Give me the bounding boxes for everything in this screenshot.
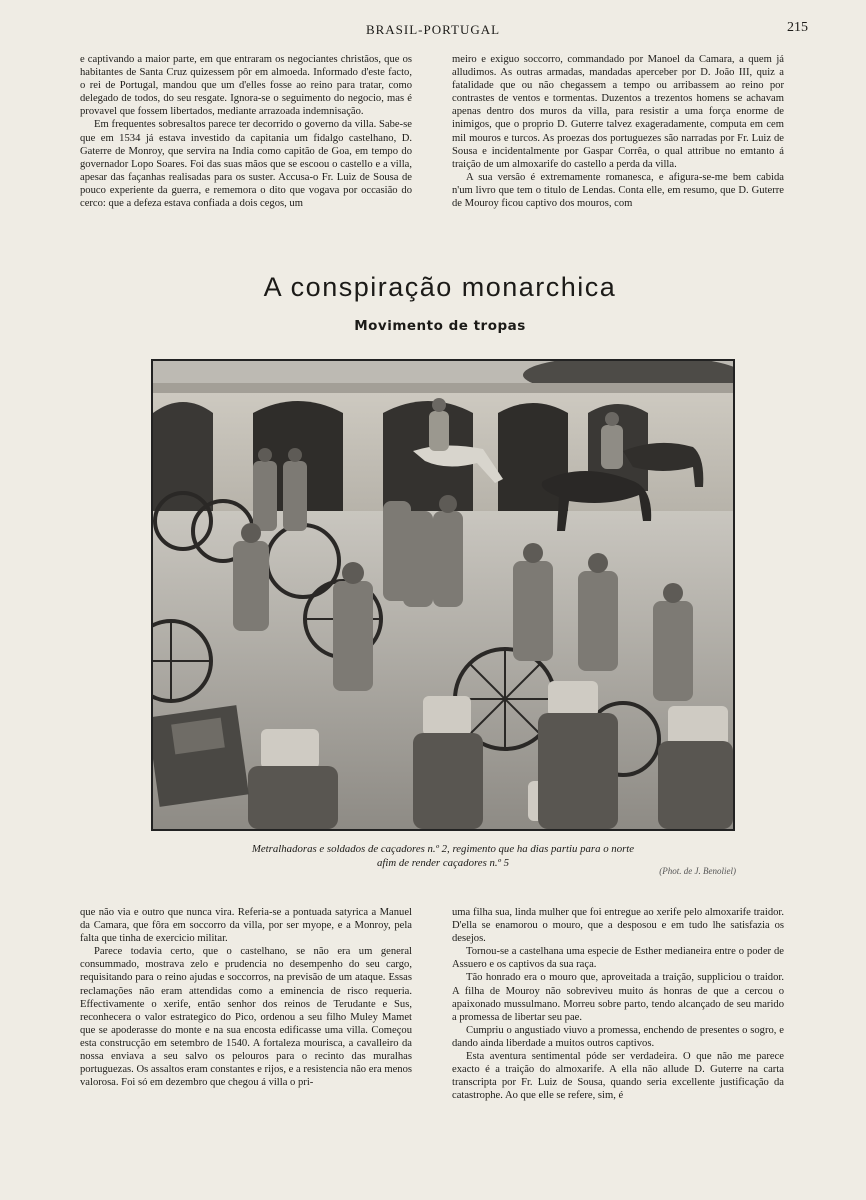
paragraph: Esta aventura sentimental póde ser verdadeira. O que não me parece exacto é a traição do almoxarife. A ella não allude D. Guterre na carta transcripta por Fr. Luiz de Sousa, quando seria excellente justificação da catastrophe. Ao que elle se refere, sim, é bbox=[452, 1051, 784, 1102]
photo-credit: (Phot. de J. Benoliel) bbox=[659, 866, 736, 876]
paragraph: e captivando a maior parte, em que entraram os negociantes christãos, que os habitantes de Santa Cruz quizessem pôr em almoeda. Informado d'este facto, o rei de Portugal, mandou que um d'elles fosse ao reino para tratar, como delegado de todos, do seu resgate. Ignora-se o seguimento do negocio, mas é provavel que fossem libertados, mediante arrazoada indemnisação. bbox=[80, 54, 412, 118]
troops-photo-illustration bbox=[153, 361, 733, 829]
paragraph: uma filha sua, linda mulher que foi entregue ao xerife pelo almoxarife traidor. D'ella se enamorou o mouro, que a desposou e em tudo lhe satisfazia os desejos. bbox=[452, 907, 784, 945]
paragraph: que não via e outro que nunca vira. Referia-se a pontuada satyrica a Manuel da Camara, que fôra em soccorro da villa, por ser myope, e a Monroy, pela falta que tinha de exercicio militar. bbox=[80, 907, 412, 945]
caption-line: Metralhadoras e soldados de caçadores n.º 2, regimento que ha dias partiu para o norte bbox=[251, 843, 635, 855]
paragraph: Em frequentes sobresaltos parece ter decorrido o governo da villa. Sabe-se que em 1534 já estava investido da capitania um fidalgo castelhano, D. Gaterre de Monroy, que servira na India como capitão de Goa, em tempo do governador Lopo Soares. Foi das suas mãos que se escoou o castello e a villa, apesar das façanhas realisadas para os suster. Accusa-o Fr. Luiz de Sousa de pouco experiente da guerra, e rememora o dito que vogava por occasião do cerco: que a defeza estava confiada a dois cegos, um bbox=[80, 119, 412, 210]
page-number: 215 bbox=[787, 20, 808, 35]
photograph bbox=[151, 359, 735, 831]
caption-line: afim de render caçadores n.º 5 bbox=[376, 857, 510, 869]
column-top-left bbox=[80, 53, 412, 249]
paragraph: Tão honrado era o mouro que, aproveitada a traição, suppliciou o traidor. A filha de Mouroy não sobreviveu muito ás honras de que a cercou o apaixonado mussulmano. Morreu sobre parto, tendo alcançado de seu marido a promessa de libertar seu pae. bbox=[452, 972, 784, 1023]
column-bottom-right bbox=[452, 906, 784, 1146]
column-top-right bbox=[452, 53, 784, 249]
article-subtitle: Movimento de tropas bbox=[354, 318, 526, 334]
paragraph: A sua versão é extremamente romanesca, e afigura-se-me bem cabida n'um livro que tem o titulo de Lendas. Conta elle, em resumo, que D. Guterre de Mouroy ficou captivo dos mouros, com bbox=[452, 171, 784, 210]
paragraph: Parece todavia certo, que o castelhano, se não era um general consummado, mostrava zelo e prudencia no desempenho do seu cargo, requisitando para o reino ajudas e soccorros, na previsão de um ataque. Essas reclamações não eram attendidas como a eminencia de risco requeria. Effectivamente o xerife, então senhor dos reinos de Terudante e Sus, reconhecera o valor estrategico do Pico, ordenou a seu filho Muley Mamet que se apoderasse do monte e na sua encosta edificasse uma villa. Começou esta construcção em setembro de 1540. A fortaleza mourisca, a cavalleiro da nossa enviava a seu salvo os pelouros para o recinto das muralhas portuguezas. Os assaltos eram constantes e rijos, e a resistencia não era menos valorosa. Foi só em dezembro que chegou á villa o pri- bbox=[80, 946, 412, 1089]
article-title: A conspiração monarchica bbox=[263, 272, 617, 302]
paragraph: Cumpriu o angustiado viuvo a promessa, enchendo de presentes o sogro, e dando ainda liberdade a muitos outros captivos. bbox=[452, 1024, 784, 1049]
paragraph: Tornou-se a castelhana uma especie de Esther medianeira entre o poder de Assuero e os captivos da sua raça. bbox=[452, 946, 784, 971]
photo-caption bbox=[150, 842, 736, 870]
column-bottom-left bbox=[80, 906, 412, 1146]
paragraph: meiro e exiguo soccorro, commandado por Manoel da Camara, a quem já alludimos. As outras armadas, mandadas aperceber por D. João III, quiz a fatalidade que ou não chegassem a tempo ou arribassem ao reino por contrastes de ventos e tormentas. Duzentos a trezentos homens se achavam apenas dentro dos muros da villa, para resistir a uma força enorme de inimigos, que o proprio D. Guterre talvez exageradamente, computa em cem mil mouros e turcos. As proezas dos portuguezes são narradas por Fr. Luiz de Sousa e incidentalmente por Gaspar Corrêa, o qual attribue no emtanto á traição de um almoxarife do castello a perda da villa. bbox=[452, 54, 784, 170]
running-title: BRASIL-PORTUGAL bbox=[365, 22, 501, 37]
